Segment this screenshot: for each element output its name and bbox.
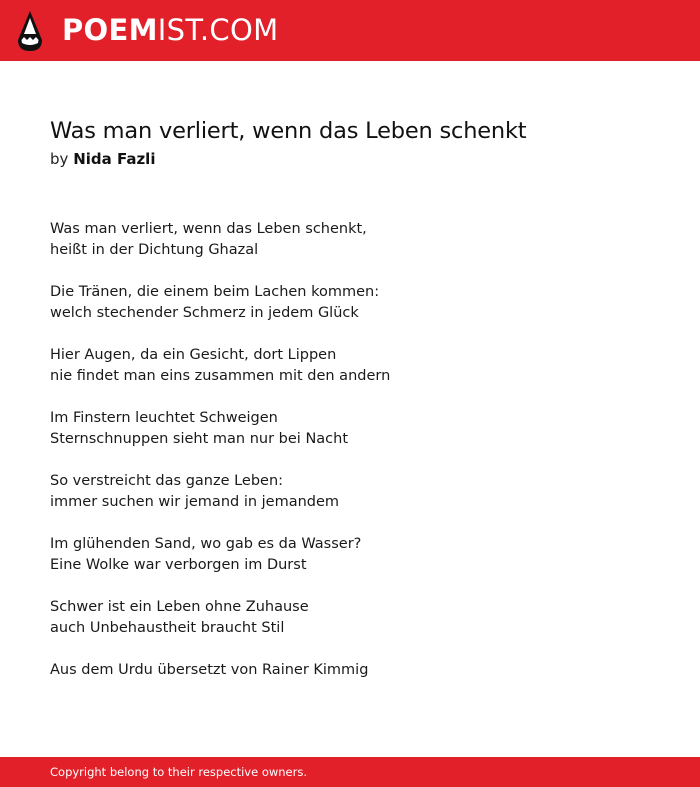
stanza	[50, 471, 650, 513]
by-label: by	[50, 150, 69, 168]
poem-line: So verstreicht das ganze Leben:	[50, 473, 284, 489]
poem-line: Die Tränen, die einem beim Lachen kommen:	[50, 284, 380, 300]
poem-line: immer suchen wir jemand in jemandem	[50, 494, 340, 510]
poem-title: Was man verliert, wenn das Leben schenkt	[50, 118, 527, 144]
poem-line: Was man verliert, wenn das Leben schenkt,	[50, 221, 367, 237]
poem-line: Aus dem Urdu übersetzt von Rainer Kimmig	[50, 662, 369, 678]
poem-line: Eine Wolke war verborgen im Durst	[50, 557, 307, 573]
poem-line: Im glühenden Sand, wo gab es da Wasser?	[50, 536, 362, 552]
copyright-notice: Copyright belong to their respective owners.	[50, 765, 308, 779]
poem-line: nie findet man eins zusammen mit den andern	[50, 368, 391, 384]
translation-credit	[50, 660, 650, 681]
stanza	[50, 534, 650, 576]
stanza	[50, 345, 650, 387]
poem-line: heißt in der Dichtung Ghazal	[50, 242, 259, 258]
poem-line: Im Finstern leuchtet Schweigen	[50, 410, 278, 426]
poem-body	[50, 219, 650, 702]
stanza	[50, 282, 650, 324]
byline	[50, 149, 155, 169]
author-name: Nida Fazli	[73, 150, 156, 168]
poem-line: Hier Augen, da ein Gesicht, dort Lippen	[50, 347, 337, 363]
stanza	[50, 597, 650, 639]
poem-line: Sternschnuppen sieht man nur bei Nacht	[50, 431, 349, 447]
poem-line: Schwer ist ein Leben ohne Zuhause	[50, 599, 309, 615]
site-footer	[0, 757, 700, 787]
poem-line: welch stechender Schmerz in jedem Glück	[50, 305, 359, 321]
site-logo[interactable]	[62, 12, 278, 48]
poem-line: auch Unbehaustheit braucht Stil	[50, 620, 285, 636]
stanza	[50, 219, 650, 261]
logo-bold-text: POEM	[62, 13, 158, 47]
stanza	[50, 408, 650, 450]
site-header	[0, 0, 700, 61]
logo-light-text: IST.COM	[157, 13, 279, 47]
pencil-tip-icon[interactable]	[17, 10, 43, 52]
